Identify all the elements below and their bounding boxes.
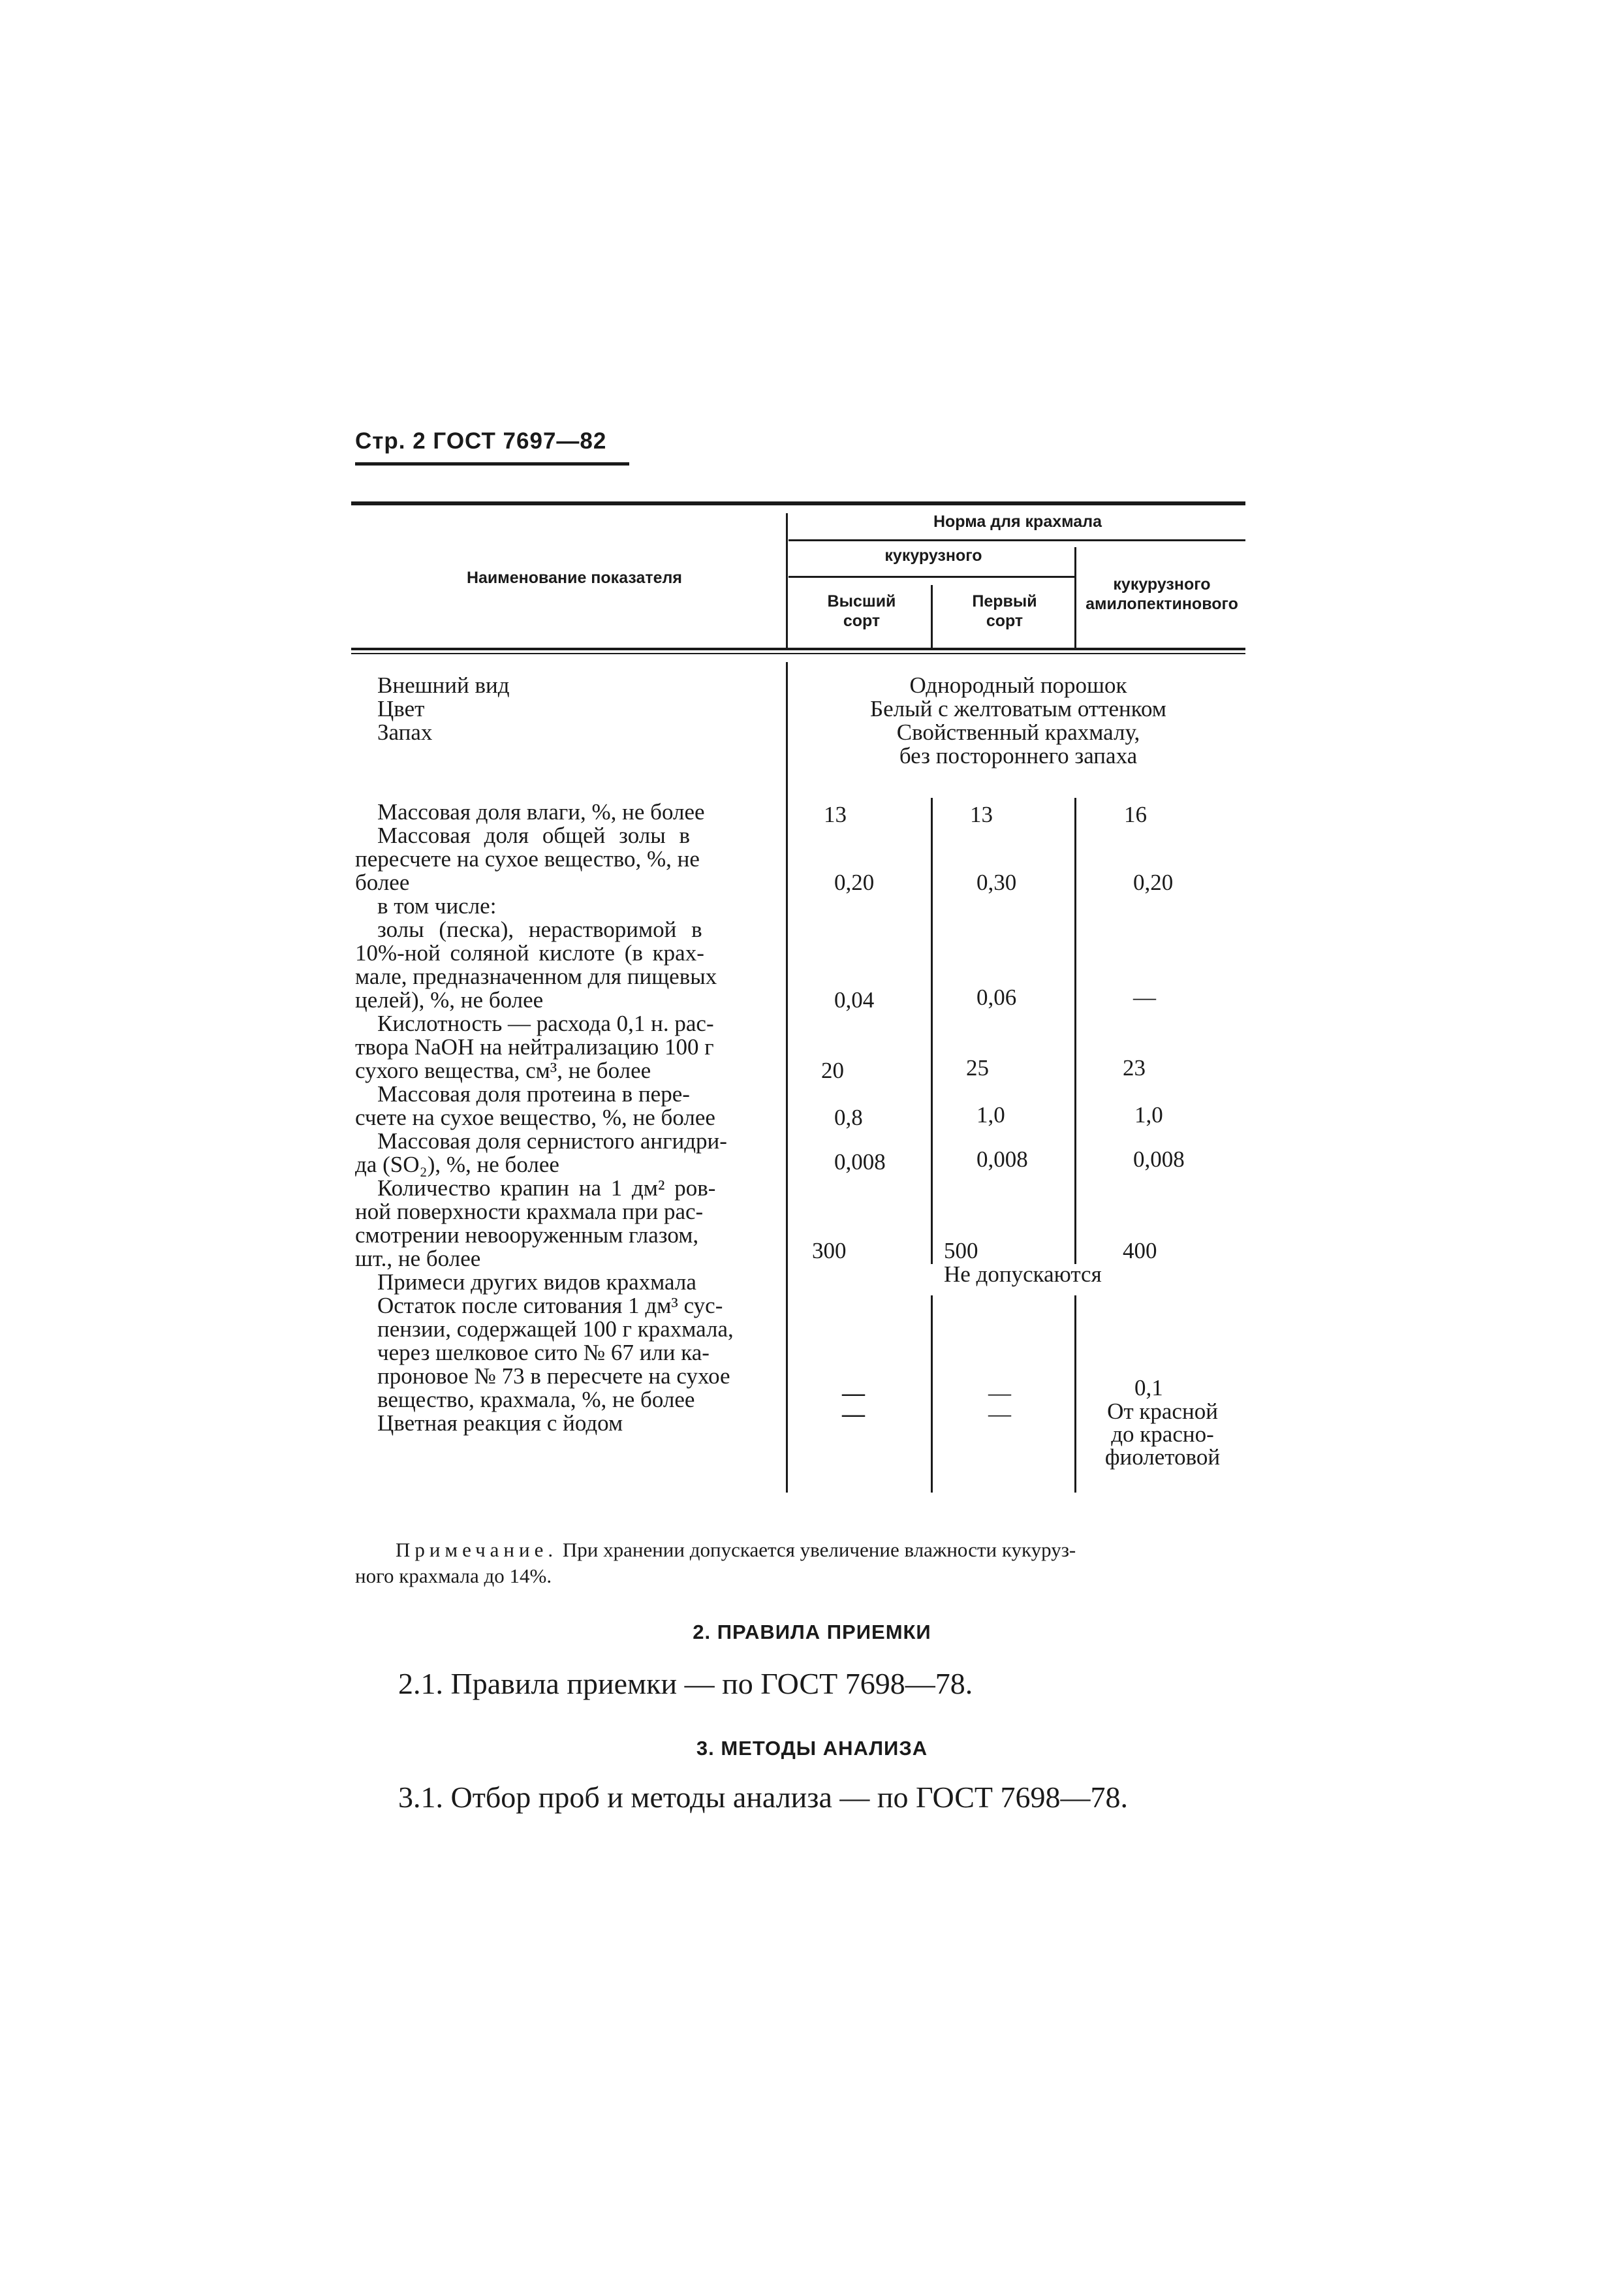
cell-residue-grade1: — [842, 1380, 865, 1406]
cell-so2-grade2: 0,008 [976, 1147, 1028, 1172]
cell-ash-grade2: 0,30 [976, 870, 1017, 895]
value-odor-1: Свойственный крахмалу, [896, 720, 1140, 745]
note-text-1: При хранении допускается увеличение влажности кукуруз- [562, 1538, 1076, 1561]
ind-line: Цветная реакция с йодом [377, 1410, 623, 1436]
ind-line: да (SO₂), %, не более [355, 1152, 559, 1177]
ind-line: через шелковое сито № 67 или ка- [377, 1340, 710, 1365]
ind-line: мале, предназначенном для пищевых [355, 964, 717, 989]
header-vline-grades [931, 585, 933, 650]
header-bottom-rule-2 [351, 653, 1245, 654]
ind-line: 10%-ной соляной кислоте (в крах- [355, 940, 704, 966]
cell-moisture-amylo: 16 [1124, 802, 1147, 827]
cell-protein-amylo: 1,0 [1134, 1102, 1163, 1128]
cell-specks-grade2: 500 [944, 1238, 978, 1263]
ind-line: Кислотность — расхода 0,1 н. рас- [377, 1011, 714, 1036]
section3-title: 3. МЕТОДЫ АНАЛИЗА [696, 1737, 928, 1760]
cell-residue-amylo: 0,1 [1134, 1375, 1163, 1401]
cell-impurities: Не допускаются [944, 1261, 1102, 1287]
cell-sand-grade1: 0,04 [834, 987, 875, 1013]
ind-line: счете на сухое вещество, %, не более [355, 1105, 715, 1130]
label-color: Цвет [377, 696, 425, 721]
cell-so2-amylo: 0,008 [1133, 1147, 1185, 1172]
header-norm: Норма для крахмала [933, 513, 1102, 531]
cell-protein-grade2: 1,0 [976, 1102, 1005, 1128]
ind-line: Остаток после ситования 1 дм³ сус- [377, 1293, 723, 1318]
header-vline-amylo [1074, 547, 1076, 650]
header-grade1: Высший сорт [827, 592, 896, 630]
ind-line: веществo, крахмала, %, не более [377, 1387, 695, 1412]
section2-title: 2. ПРАВИЛА ПРИЕМКИ [693, 1621, 931, 1643]
cell-ash-amylo: 0,20 [1133, 870, 1174, 895]
page-header-underline [355, 462, 629, 466]
cell-moisture-grade1: 13 [824, 802, 847, 827]
ind-line: пензии, содержащей 100 г крахмала, [377, 1316, 734, 1342]
note-lead: Примечание. [396, 1538, 558, 1561]
ind-line: целей), %, не более [355, 987, 544, 1013]
value-odor-2: без постороннего запаха [899, 743, 1138, 768]
cell-iodine-grade2: — [988, 1401, 1011, 1427]
cell-specks-grade1: 300 [812, 1238, 847, 1263]
header-norm-underline [789, 539, 1245, 541]
cell-sand-grade2: 0,06 [976, 985, 1017, 1010]
cell-acidity-grade2: 25 [966, 1055, 989, 1081]
header-corn: кукурузного [884, 546, 982, 565]
section2-text: 2.1. Правила приемки — по ГОСТ 7698—78. [398, 1667, 973, 1700]
value-appearance: Однородный порошок [909, 673, 1127, 698]
header-vline-main [786, 513, 788, 650]
ind-line: твора NaOH на нейтрализацию 100 г [355, 1034, 714, 1060]
ind-line: Массовая доля влаги, %, не более [377, 799, 705, 825]
table-top-rule [351, 501, 1245, 505]
cell-moisture-grade2: 13 [970, 802, 993, 827]
body-vline-2a [931, 798, 933, 1264]
ind-line: смотрении невооруженным глазом, [355, 1222, 699, 1248]
cell-sand-amylo: — [1133, 985, 1156, 1010]
ind-line: пересчете на сухое вещество, %, не [355, 846, 700, 872]
body-vline-main [786, 662, 788, 1493]
header-amylo: кукурузного амилопектинового [1085, 575, 1238, 613]
body-vline-3a [1074, 798, 1076, 1264]
ind-line: шт., не более [355, 1246, 481, 1271]
ind-line: Массовая доля протеина в пере- [377, 1081, 690, 1107]
label-appearance: Внешний вид [377, 673, 510, 698]
cell-specks-amylo: 400 [1123, 1238, 1157, 1263]
header-corn-underline [789, 576, 1076, 578]
body-vline-3b [1074, 1295, 1076, 1493]
ind-line: Массовая доля сернистого ангидри- [377, 1128, 727, 1154]
cell-protein-grade1: 0,8 [834, 1105, 863, 1130]
ind-line: золы (песка), нерастворимой в [377, 917, 702, 942]
body-vline-2b [931, 1295, 933, 1493]
section3-text: 3.1. Отбор проб и методы анализа — по ГОСТ 7698—78. [398, 1781, 1129, 1814]
cell-iodine-grade1: — [842, 1401, 865, 1427]
ind-line: сухого вещества, см³, не более [355, 1058, 651, 1083]
note [396, 1538, 1076, 1562]
cell-residue-grade2: — [988, 1380, 1011, 1406]
ind-line: Массовая доля общей золы в [377, 823, 691, 848]
value-color: Белый с желтоватым оттенком [870, 696, 1166, 721]
header-grade2: Первый сорт [972, 592, 1037, 630]
cell-ash-grade1: 0,20 [834, 870, 875, 895]
note-text-2: ного крахмала до 14%. [355, 1564, 552, 1587]
ind-line: более [355, 870, 410, 895]
ind-line: в том числе: [377, 893, 497, 919]
ind-line: ной поверхности крахмала при рас- [355, 1199, 704, 1224]
header-indicator: Наименование показателя [466, 569, 683, 587]
cell-iodine-amylo: От красной до красно- фиолетовой [1104, 1399, 1221, 1470]
label-odor: Запах [377, 720, 433, 745]
ind-line: Количество крапин на 1 дм² ров- [377, 1175, 716, 1201]
cell-acidity-amylo: 23 [1123, 1055, 1146, 1081]
ind-line: Примеси других видов крахмала [377, 1269, 696, 1295]
page-header: Стр. 2 ГОСТ 7697—82 [355, 428, 607, 454]
cell-so2-grade1: 0,008 [834, 1149, 886, 1175]
header-bottom-rule [351, 648, 1245, 650]
ind-line: проновое № 73 в пересчете на сухое [377, 1363, 730, 1389]
cell-acidity-grade1: 20 [821, 1058, 844, 1083]
